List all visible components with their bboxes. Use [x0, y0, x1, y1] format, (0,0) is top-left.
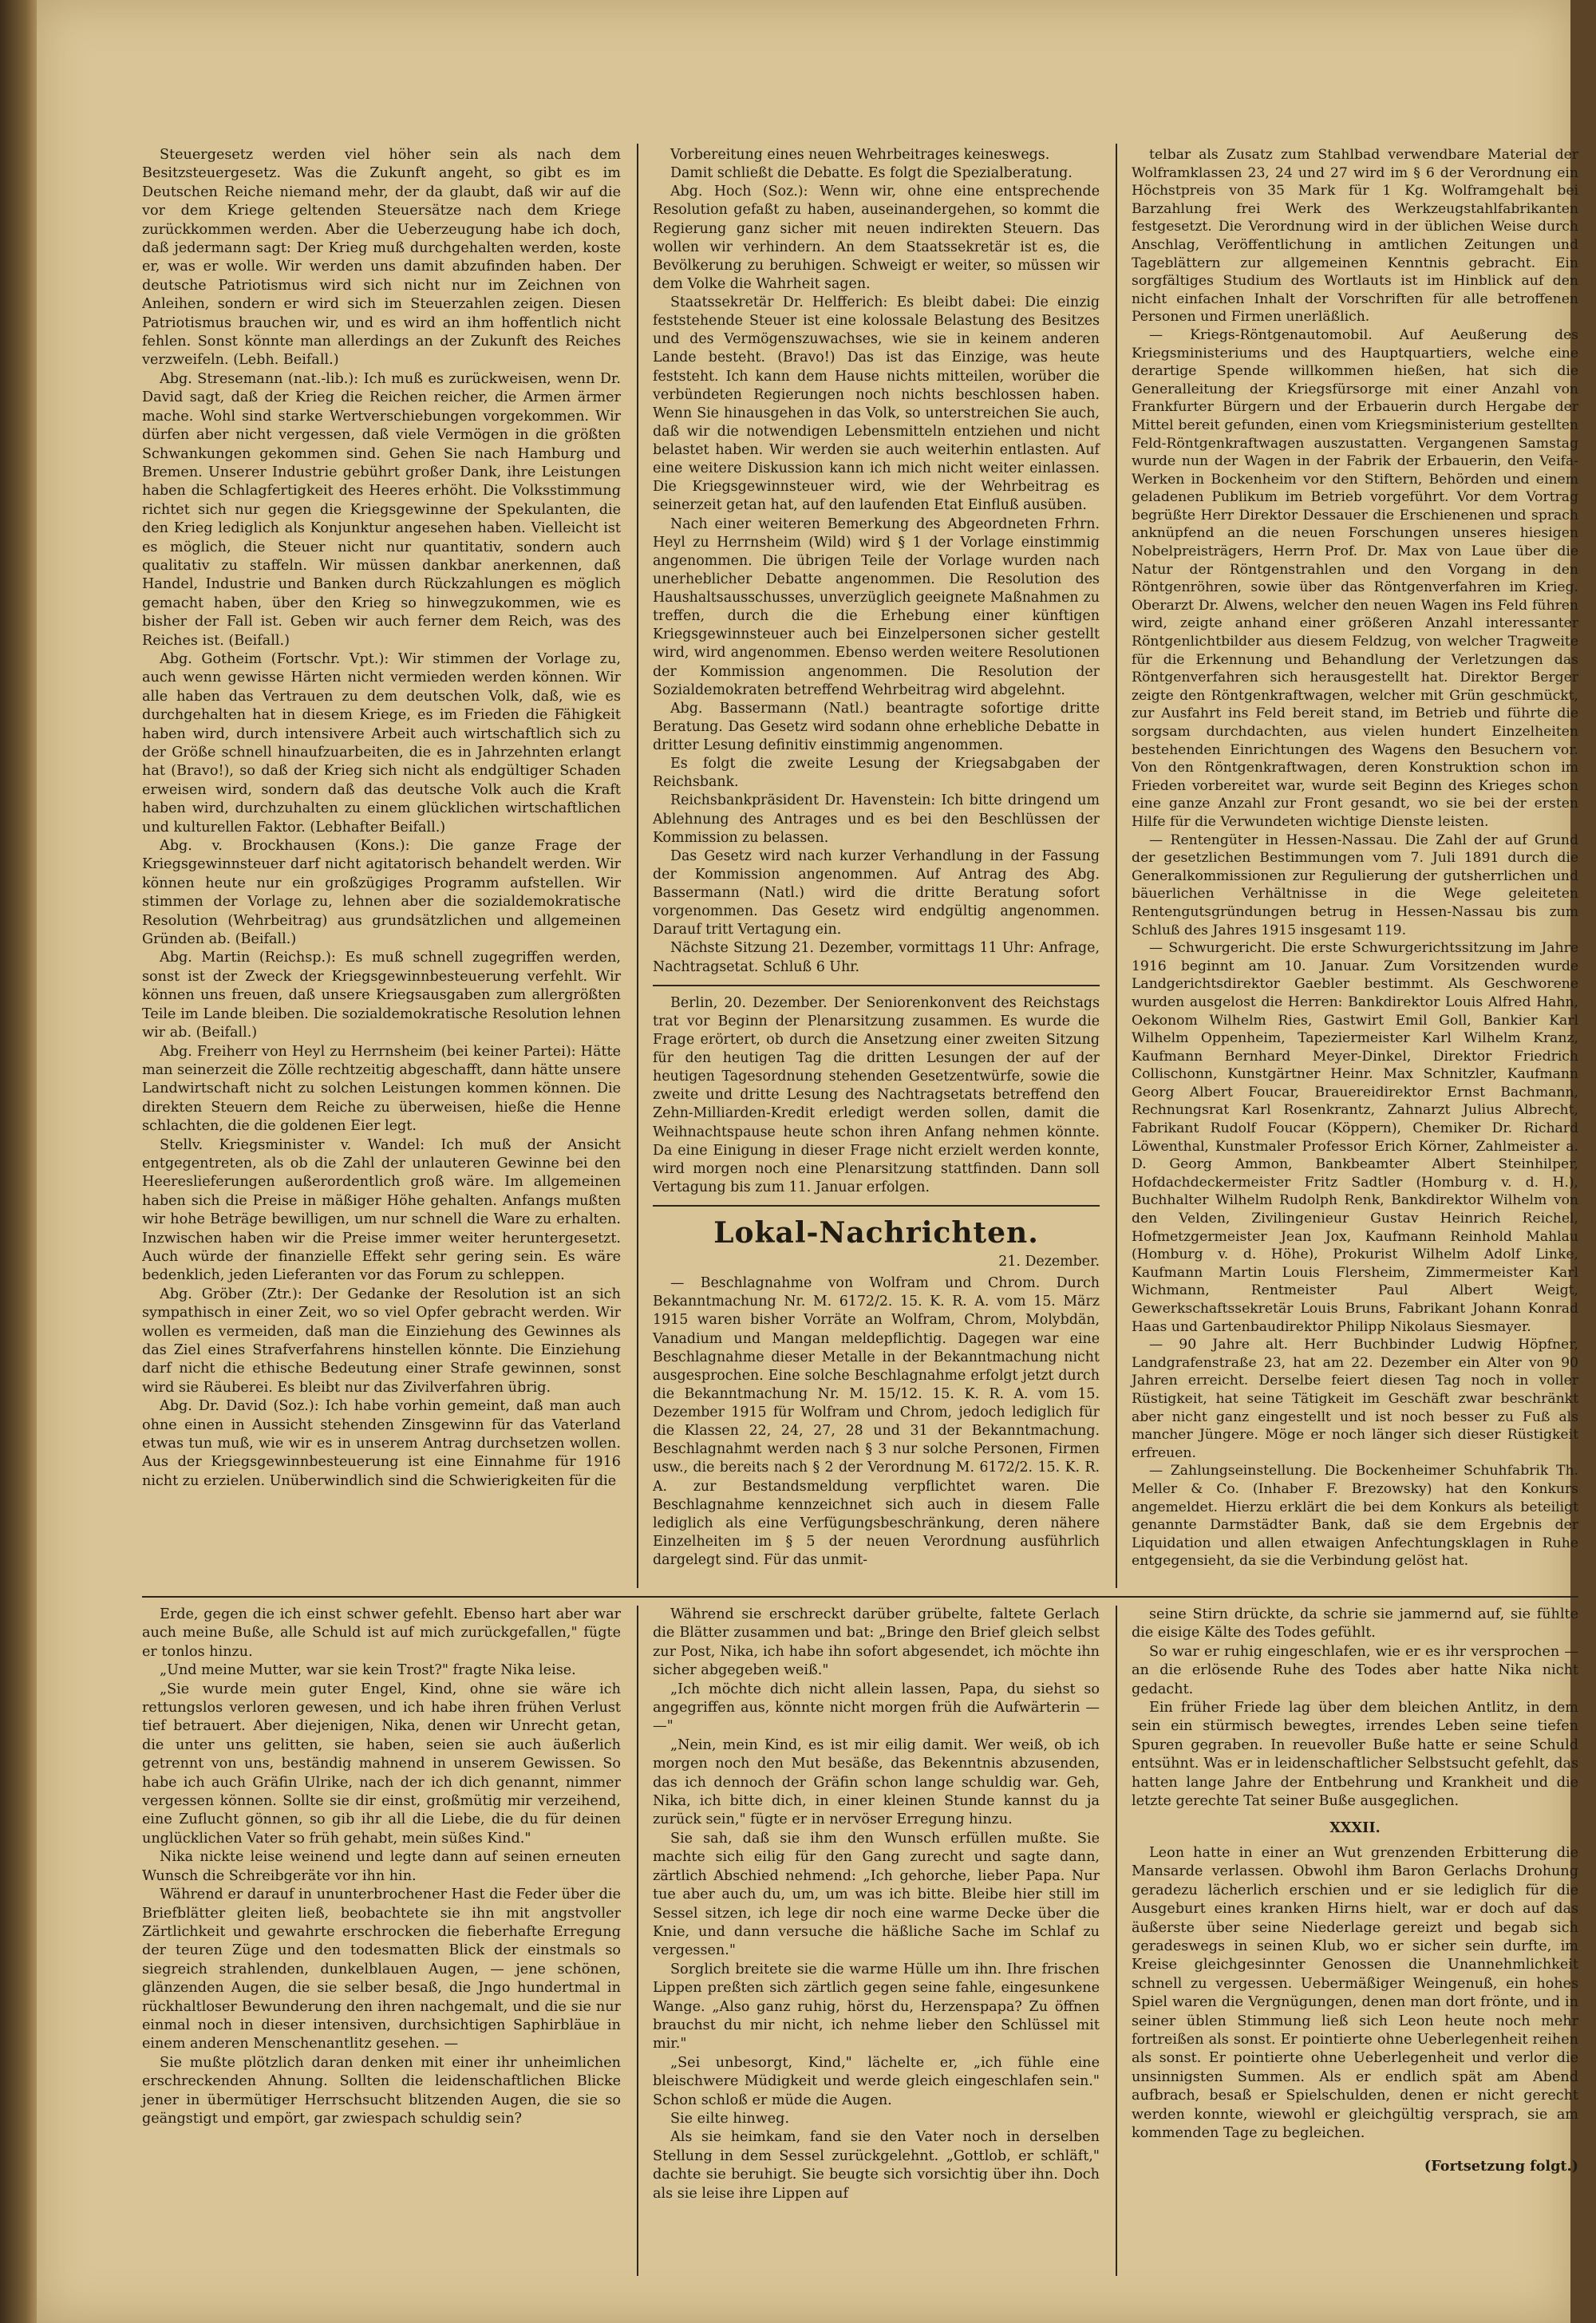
column-divider: [1116, 1606, 1117, 2276]
feuilleton-column-1: [142, 1606, 621, 2276]
article-paragraph: Abg. v. Brockhausen (Kons.): Die ganze Frage der Kriegsgewinnsteuer darf nicht agitatorisch behandelt werden. Wir können heute nur ein großzügiges Programm aufstellen. Wir stimmen der Vorlage zu, lehnen aber die sozialdemokratische Resolution (Wehrbeitrag) aus grundsätzlichen und allgemeinen Gründen ab. (Beifall.): [142, 838, 621, 948]
article-paragraph: Steuergesetz werden viel höher sein als nach dem Besitzsteuergesetz. Was die Zukunft angeht, so gibt es im Deutschen Reiche niemand mehr, der da glaubt, daß wir auf die vor dem Kriege geltenden Steuersätze nach dem Kriege zurückkommen werden. Aber die Ueberzeugung habe ich doch, daß jedermann sagt: Der Krieg muß durchgehalten werden, koste er, was er wolle. Wir werden uns damit abzufinden haben. Der deutsche Patriotismus wird sich nicht nur im Zeichnen von Anleihen, sondern er wird sich im Steuerzahlen zeigen. Diesen Patriotismus brauchen wir, und es wird an ihm hoffentlich nicht fehlen. Sonst könnte man allerdings an der Zukunft des Reiches verzweifeln. (Lebh. Beifall.): [142, 147, 621, 369]
column-divider: [1116, 144, 1117, 1588]
article-paragraph: Damit schließt die Debatte. Es folgt die Spezialberatung.: [670, 165, 1073, 182]
novel-paragraph: Sie sah, daß sie ihm den Wunsch erfüllen mußte. Sie machte sich eilig für den Gang zurecht und sagte dann, zärtlich Abschied nehmend: „Ich gehorche, lieber Papa. Nur tue aber auch du, um, um was ich bitte. Bleibe hier still im Sessel sitzen, ich lege dir noch eine warme Decke über die Knie, und dann versuche die häßliche Sache im Schlaf zu vergessen.": [653, 1830, 1100, 1959]
article-paragraph: Abg. Gotheim (Fortschr. Vpt.): Wir stimmen der Vorlage zu, auch wenn gewisse Härten nicht vermieden werden können. Wir alle haben das Vertrauen zu dem deutschen Volk, daß, wie es durchgehalten hat in diesem Kriege, es im Frieden die Fähigkeit haben wird, durch intensivere Arbeit auch wirtschaftlich sich zu der Größe schnell hinaufzuarbeiten, die es in Jahrzehnten erlangt hat (Bravo!), so daß der Krieg sich nicht als endgültiger Schaden erweisen wird, sondern daß das deutsche Volk auch die Kraft haben wird, durchzuhalten zu einem glücklichen wirtschaftlichen und kulturellen Faktor. (Lebhafter Beifall.): [142, 650, 621, 836]
article-paragraph: Nächste Sitzung 21. Dezember, vormittags 11 Uhr: Anfrage, Nachtragsetat. Schluß 6 Uhr.: [653, 940, 1100, 975]
novel-paragraph: „Nein, mein Kind, es ist mir eilig damit. Wer weiß, ob ich morgen noch den Mut besäße, das Bekenntnis abzusenden, das ich dennoch der Gräfin schon lange schuldig war. Geh, Nika, ich bitte dich, in einer kleinen Stunde kannst du ja zurück sein," fügte er in nervöser Erregung hinzu.: [653, 1736, 1100, 1828]
feuilleton-column-3: [1132, 1606, 1578, 2276]
column-2: [653, 146, 1100, 1582]
reichstag-report: [653, 146, 1100, 977]
continuation-note: (Fortsetzung folgt.): [1424, 2158, 1578, 2175]
local-news-paragraph: — Rentengüter in Hessen-Nassau. Die Zahl der auf Grund der gesetzlichen Bestimmungen vom 7. Juli 1891 durch die Generalkommissionen zur Regulierung der gutsherrlichen und bäuerlichen Verhältnisse in die Wege geleiteten Rentengutsgründungen betrug in Hessen-Nassau bis zum Schluß des Jahres 1915 insgesamt 119.: [1132, 832, 1578, 938]
novel-paragraph: seine Stirn drückte, da schrie sie jammernd auf, sie fühlte die eisige Kälte des Todes gefühlt.: [1132, 1606, 1578, 1642]
article-paragraph: Abg. Dr. David (Soz.): Ich habe vorhin gemeint, daß man auch ohne einen in Aussicht stehenden Zinsgewinn für das Vaterland etwas tun muß, wie wir es in unserem Antrag durchsetzen wollen. Aus der Kriegsgewinnbesteuerung ist eine Einnahme für 1916 nicht zu erzielen. Unüberwindlich sind die Schwierigkeiten für die: [142, 1398, 621, 1489]
column-1: [142, 146, 621, 1582]
novel-paragraph: So war er ruhig eingeschlafen, wie er es ihr versprochen — an die erlösende Ruhe des Todes aber hatte Nika nicht gedacht.: [1132, 1643, 1578, 1697]
feuilleton-column-2: [653, 1606, 1100, 2276]
novel-paragraph: Sie mußte plötzlich daran denken mit einer ihr unheimlichen erschreckenden Ahnung. Sollten die leidenschaftlichen Blicke jener in übermütiger Herrschsucht blitzenden Augen, die sie so geängstigt und empört, gar zwiespach schuldig sein?: [142, 2054, 621, 2127]
lokal-date: 21. Dezember.: [998, 1254, 1100, 1270]
novel-paragraph: Als sie heimkam, fand sie den Vater noch in derselben Stellung in dem Sessel zurückgelehnt. „Gottlob, er schläft," dachte sie beruhigt. Sie beugte sich vorsichtig über ihn. Doch als sie leise ihre Lippen auf: [653, 2129, 1100, 2202]
article-paragraph: Nach einer weiteren Bemerkung des Abgeordneten Frhrn. Heyl zu Herrnsheim (Wild) wird § 1 der Vorlage einstimmig angenommen. Die übrigen Teile der Vorlage wurden nach unerheblicher Debatte angenommen. Die Resolution des Haushaltsausschusses, unverzüglich geeignete Maßnahmen zu treffen, durch die die Erhebung einer künftigen Kriegsgewinnsteuer auch bei Einzelpersonen sicher gestellt wird, wird angenommen. Ebenso werden weitere Resolutionen der Kommission angenommen. Die Resolution der Sozialdemokraten betreffend Wehrbeitrag wird abgelehnt.: [653, 516, 1100, 698]
article-paragraph: Staatssekretär Dr. Helfferich: Es bleibt dabei: Die einzig feststehende Steuer ist eine kolossale Belastung des Besitzes und des Vermögenszuwachses, wie sie in keinem anderen Lande besteht. (Bravo!) Das ist das Einzige, was heute feststeht. Ich kann dem Hause nichts mitteilen, worüber die verbündeten Regierungen noch nichts beschlossen haben. Wenn Sie hinausgehen in das Volk, so unterstreichen Sie auch, daß wir die notwendigen Lebensmitteln entziehen und nicht belastet haben. Wir werden sie auch weiterhin entlasten. Auf eine weitere Diskussion kann ich mich nicht weiter einlassen. Die Kriegsgewinnsteuer wird, wie der Wehrbeitrag es seinerzeit getan hat, auf den laufenden Etat Einfluß ausüben.: [653, 294, 1100, 514]
book-spine: [0, 0, 37, 2323]
novel-paragraph: „Ich möchte dich nicht allein lassen, Papa, du siehst so angegriffen aus, könnte nicht morgen früh die Aufwärterin — —": [653, 1681, 1100, 1735]
local-news-paragraph: telbar als Zusatz zum Stahlbad verwendbare Material der Wolframklassen 23, 24 und 27 wird im § 6 der Verordnung ein Höchstpreis von 35 Mark für 1 Kg. Wolframgehalt bei Barzahlung frei Werk des Werkzeugstahlfabrikanten festgesetzt. Die Verordnung wird in der üblichen Weise durch Anschlag, Veröffentlichung in amtlichen Zeitungen und Tageblättern zur allgemeinen Kenntnis gebracht. Ein sorgfältiges Studium des Wortlauts ist im Hinblick auf den nicht einfachen Inhalt der Vorschriften für alle betroffenen Personen und Firmen unerläßlich.: [1132, 147, 1578, 326]
article-paragraph: Vorbereitung eines neuen Wehrbeitrages keineswegs.: [670, 147, 1050, 163]
article-paragraph: Das Gesetz wird nach kurzer Verhandlung in der Fassung der Kommission angenommen. Auf Antrag des Abg. Bassermann (Natl.) wird die dritte Beratung sofort vorgenommen. Das Gesetz wird endgültig angenommen. Darauf tritt Vertagung ein.: [653, 847, 1100, 938]
feuilleton-separator: [142, 1596, 1578, 1598]
novel-paragraph: „Sie wurde mein guter Engel, Kind, ohne sie wäre ich rettungslos verloren gewesen, und ich habe ihren frühen Verlust tief betrauert. Aber diejenigen, Nika, denen wir Unrecht getan, die unter uns gelitten, sie haben, seien sie auch äußerlich getrennt von uns, beständig mahnend in unserem Gewissen. So habe ich auch Gräfin Ulrike, nach der ich dich genannt, nimmer vergessen können. Sollte sie dir einst, großmütig mir verzeihend, eine Zuflucht gönnen, so gib ihr all die Liebe, die du für deinen unglücklichen Vater so früh gehabt, mein süßes Kind.": [142, 1681, 621, 1847]
article-paragraph: Abg. Bassermann (Natl.) beantragte sofortige dritte Beratung. Das Gesetz wird sodann ohne erhebliche Debatte in dritter Lesung definitiv einstimmig angenommen.: [653, 700, 1100, 753]
local-news-paragraph: — Kriegs-Röntgenautomobil. Auf Aeußerung des Kriegsministeriums und des Hauptquartiers, welche eine derartige Spende willkommen hießen, hat sich die Generalleitung der Kriegsfürsorge mit einer Anzahl von Frankfurter Bürgern und der Erbauerin durch Hergabe der Mittel bereit gefunden, einen vom Kriegsministerium gestellten Feld-Röntgenkraftwagen auszustatten. Vergangenen Samstag wurde nun der Wagen in der Fabrik der Erbauerin, den Veifa-Werken in Bockenheim vor den Stiftern, Behörden und einem geladenen Publikum im Betrieb vorgeführt. Vor dem Vortrag begrüßte Herr Direktor Dessauer die Erschienenen und sprach anknüpfend an die neuen Forschungen unseres hiesigen Nobelpreisträgers, Herrn Prof. Dr. Max von Laue über die Natur der Röntgenstrahlen und den Vorgang in den Röntgenröhren, sowie über das Röntgenverfahren im Krieg. Oberarzt Dr. Alwens, welcher den neuen Wagen ins Feld führen wird, zeigte anhand einer größeren Anzahl interessanter Röntgenlichtbilder aus diesem Feldzug, von welcher Tragweite für die Erkennung und Behandlung der Verletzungen das Röntgenverfahren sich herausgestellt hat. Direktor Berger zeigte den Röntgenkraftwagen, welcher mit Grün geschmückt, zur Ausfahrt ins Feld bereit stand, im Betrieb und führte die sorgsam durchdachten, aus vielen hundert Einzelheiten bestehenden Einrichtungen des Wagens den Besuchern vor. Von den Röntgenkraftwagen, deren Konstruktion schon im Frieden vorbereitet war, wurde seit Beginn des Krieges schon eine ganze Anzahl zur Front gesandt, wo sie bei der ersten Hilfe für die Verwundeten wichtige Dienste leisten.: [1132, 326, 1578, 830]
separator: [653, 1205, 1100, 1207]
novel-paragraph: Leon hatte in einer an Wut grenzenden Erbitterung die Mansarde verlassen. Obwohl ihm Baron Gerlachs Drohung geradezu lächerlich erschien und er sie lediglich für die Ausgeburt eines kranken Hirns hielt, war er doch auf das äußerste über seine Niederlage gereizt und begab sich geradeswegs in seinen Klub, wo er sicher sein durfte, im Kreise gleichgesinnter Genossen die Unannehmlichkeit schnell zu vergessen. Uebermäßiger Weingenuß, ein hohes Spiel waren die Vergnügungen, denen man dort frönte, und in seiner üblen Stimmung ließ sich Leon heute noch mehr fortreißen als sonst. Er pointierte ohne Ueberlegenheit reihen als sonst. Er pointierte ohne Ueberlegenheit und verlor die unsinnigsten Summen. Als er endlich spät am Abend aufbrach, besaß er Spielschulden, denen er nicht gerecht werden konnte, wiewohl er gleichgültig versprach, sie am kommenden Tage zu begleichen.: [1132, 1844, 1578, 2141]
novel-paragraph: Sie eilte hinweg.: [670, 2110, 790, 2127]
novel-paragraph: Sorglich breitete sie die warme Hülle um ihn. Ihre frischen Lippen preßten sich zärtlich gegen seine fahle, eingesunkene Wange. „Also ganz ruhig, hörst du, Herzenspapa? Zu öffnen brauchst du mir nicht, ich nehme lieber den Schlüssel mit mir.": [653, 1961, 1100, 2052]
article-paragraph: Es folgt die zweite Lesung der Kriegsabgaben der Reichsbank.: [653, 756, 1100, 791]
article-paragraph: Reichsbankpräsident Dr. Havenstein: Ich bitte dringend um Ablehnung des Antrages und es bei den Beschlüssen der Kommission zu belassen.: [653, 792, 1100, 846]
lokal-text: — Beschlagnahme von Wolfram und Chrom. Durch Bekanntmachung Nr. M. 6172/2. 15. K. R. A. vom 15. März 1915 waren bisher Vorräte an Wolfram, Chrom, Molybdän, Vanadium und Mangan meldepflichtig. Dagegen war eine Beschlagnahme dieser Metalle in der Bekanntmachung nicht ausgesprochen. Eine solche Beschlagnahme erfolgt jetzt durch die Bekanntmachung Nr. M. 15/12. 15. K. R. A. vom 15. Dezember 1915 für Wolfram und Chrom, jedoch lediglich für die Klassen 22, 24, 27, 28 und 31 der Bekanntmachung. Beschlagnahmt werden nach § 3 nur solche Personen, Firmen usw., die bereits nach § 2 der Verordnung M. 6172/2. 15. K. R. A. zur Bestandsmeldung verpflichtet waren. Die Beschlagnahme kennzeichnet sich auch in diesem Falle lediglich als eine Verfügungsbeschränkung, deren nähere Einzelheiten im § 5 der neuen Verordnung ausführlich dargelegt sind. Für das unmit-: [653, 1275, 1100, 1568]
article-paragraph: Stellv. Kriegsminister v. Wandel: Ich muß der Ansicht entgegentreten, als ob die Zahl der unlauteren Gewinne bei den Heereslieferungen außerordentlich groß wäre. Im allgemeinen haben sich die Preise in mäßiger Höhe gehalten. Anfangs mußten wir hohe Beträge bewilligen, um nur schnell die Ware zu erhalten. Inzwischen haben wir die Preise immer weiter heruntergesetzt. Auch würde der finanzielle Effekt sehr gering sein. Es wäre bedenklich, jeden Lieferanten vor das Forum zu schleppen.: [142, 1136, 621, 1284]
novel-paragraph: Während sie erschreckt darüber grübelte, faltete Gerlach die Blätter zusammen und bat: „Bringe den Brief gleich selbst zur Post, Nika, ich habe ihn sofort abgesendet, ich möchte ihn sicher abgegeben weiß.": [653, 1606, 1100, 1679]
article-paragraph: Abg. Stresemann (nat.-lib.): Ich muß es zurückweisen, wenn Dr. David sagt, daß der Krieg die Reichen reicher, die Armen ärmer mache. Wohl sind starke Wertverschiebungen vorgekommen. Wir dürfen aber nicht vergessen, daß viele Vermögen in die größten Schwankungen gekommen sind. Gehen Sie nach Hamburg und Bremen. Unserer Industrie gebührt großer Dank, ihre Leistungen haben die Schlagfertigkeit des Heeres erhöht. Die Volksstimmung richtet sich nur gegen die Kriegsgewinne der Spekulanten, die den Krieg lediglich als Konjunktur angesehen haben. Vielleicht ist es möglich, die Steuer nicht nur quantitativ, sondern auch qualitativ zu staffeln. Wir müssen dankbar anerkennen, daß Handel, Industrie und Banken durch Rückzahlungen es möglich gemacht haben, über den Krieg so hinwegzukommen, wie es bisher der Fall ist. Geben wir auch ferner dem Reich, was des Reiches ist. (Beifall.): [142, 370, 621, 649]
column-divider: [637, 144, 638, 1588]
separator: [653, 985, 1100, 986]
local-news-paragraph: — Schwurgericht. Die erste Schwurgerichtssitzung im Jahre 1916 beginnt am 10. Januar. Zum Vorsitzenden wurde Landgerichtsdirektor Gaebler bestimmt. Als Geschworene wurden ausgelost die Herren: Bankdirektor Louis Alfred Hahn, Oekonom Wilhelm Ries, Gastwirt Emil Goll, Bankier Karl Wilhelm Oppenheim, Tapeziermeister Karl Wilhelm Kranz, Kaufmann Bernhard Meyer-Dinkel, Direktor Friedrich Collischonn, Kunstgärtner Heinr. Max Schnitzler, Kaufmann Georg Albert Foucar, Brauereidirektor Ernst Bachmann, Rechnungsrat Karl Rosenkrantz, Zahnarzt Julius Albrecht, Fabrikant Rudolf Foucar (Köppern), Chemiker Dr. Richard Löwenthal, Kunstmaler Professor Erich Körner, Zahlmeister a. D. Georg Ammon, Bankbeamter Albert Steinhilper, Hofdachdeckermeister Fritz Sadtler (Homburg v. d. H.), Buchhalter Wilhelm Rudolph Renk, Bankdirektor Wilhelm von den Velden, Zivilingenieur Gustav Heinrich Reichel, Hofmetzgermeister Jean Jox, Kaufmann Reinhold Mahlau (Homburg v. d. Höhe), Prokurist Wilhelm Adolf Linke, Kaufmann Martin Louis Flersheim, Zimmermeister Karl Wichmann, Rentmeister Paul Albert Weigt, Gewerkschaftssekretär Louis Bruns, Fabrikant Johann Konrad Haas und Gartenbaudirektor Philipp Nikolaus Siesmayer.: [1132, 940, 1578, 1335]
local-news-paragraph: — Zahlungseinstellung. Die Bockenheimer Schuhfabrik Th. Meller & Co. (Inhaber F. Brezowsky) hat den Konkurs angemeldet. Hierzu erklärt die bei dem Konkurs als beteiligt genannte Darmstädter Bank, daß sie dem Ergebnis der Liquidation und allen etwaigen Anfechtungsklagen in Ruhe entgegensieht, da sie die Verbindung gelöst hat.: [1132, 1463, 1578, 1570]
novel-paragraph: Während er darauf in ununterbrochener Hast die Feder über die Briefblätter gleiten ließ, beobachtete sie ihn mit angstvoller Zärtlichkeit und gewahrte erschrocken die fieberhafte Erregung der teuren Züge und den todesmatten Blick der einstmals so siegreich strahlenden, dunkelblauen Augen, — jene schönen, glänzenden Augen, die sie selber besaß, die Jngo hundertmal in rückhaltloser Bewunderung den ihren nachgemalt, und die sie nur einmal noch in dieser intensiven, durchsichtigen Saphirbläue in einem anderen Menschenantlitz gesehen. —: [142, 1886, 621, 2052]
article-paragraph: Abg. Freiherr von Heyl zu Herrnsheim (bei keiner Partei): Hätte man seinerzeit die Zölle rechtzeitig abgeschafft, dann hätte unsere Landwirtschaft nicht zu solchen Leistungen kommen können. Die direkten Steuern dem Reiche zu überweisen, hieße die Henne schlachten, die die goldenen Eier legt.: [142, 1043, 621, 1135]
novel-paragraph: „Sei unbesorgt, Kind," lächelte er, „ich fühle eine bleischwere Müdigkeit und werde gleich eingeschlafen sein." Schon schloß er müde die Augen.: [653, 2054, 1100, 2108]
novel-paragraph: „Und meine Mutter, war sie kein Trost?" fragte Nika leise.: [160, 1662, 576, 1679]
column-divider: [637, 1606, 638, 2276]
berlin-report: Berlin, 20. Dezember. Der Seniorenkonvent des Reichstags trat vor Beginn der Plenarsitzung zusammen. Es wurde die Frage erörtert, ob durch die Ansetzung einer zweiten Sitzung für den heutigen Tag die dritten Lesungen der auf der heutigen Tagesordnung stehenden Gesetzentwürfe, sowie die zweite und dritte Lesung des Nachtragsetats betreffend den Zehn-Milliarden-Kredit erledigt werden sollen, damit die Weihnachtspause heute schon ihren Anfang nehmen könnte. Da eine Einigung in dieser Frage nicht erzielt werden konnte, wird morgen noch eine Plenarsitzung stattfinden. Dann soll Vertagung bis zum 11. Januar erfolgen.: [653, 994, 1100, 1195]
chapter-number: XXXII.: [1329, 1819, 1381, 1837]
article-paragraph: Abg. Hoch (Soz.): Wenn wir, ohne eine entsprechende Resolution gefaßt zu haben, auseinandergehen, so kommt die Regierung ganz sicher mit neuen indirekten Steuern. Das wollen wir verhindern. An dem Staatssekretär ist es, die Bevölkerung zu beruhigen. Schweigt er weiter, so müssen wir dem Volke die Wahrheit sagen.: [653, 184, 1100, 292]
article-paragraph: Abg. Gröber (Ztr.): Der Gedanke der Resolution ist an sich sympathisch in einer Zeit, wo so viel Opfer gebracht werden. Wir wollen es vermeiden, daß man die Einziehung des Gewinnes als das Ziel eines Strafverfahrens hinstellen könnte. Die Einziehung darf nicht die ethische Bedeutung einer Strafe gewinnen, sonst wird sie Räuberei. Es bleibt nur das Zivilverfahren übrig.: [142, 1286, 621, 1396]
local-news-paragraph: — 90 Jahre alt. Herr Buchbinder Ludwig Höpfner, Landgrafenstraße 23, hat am 22. Dezember ein Alter von 90 Jahren erreicht. Derselbe feiert diesen Tag noch in voller Rüstigkeit, hat seine Tätigkeit im Geschäft zwar beschränkt aber nicht ganz eingestellt und ist noch besser zu Fuß als mancher Jüngere. Möge er noch länger sich dieser Rüstigkeit erfreuen.: [1132, 1337, 1578, 1461]
novel-paragraph: Ein früher Friede lag über dem bleichen Antlitz, in dem sein ein stürmisch bewegtes, irrendes Leben seine tiefen Spuren gegraben. In reuevoller Buße hatte er seine Schuld entsühnt. Was er in leidenschaftlicher Selbstsucht gefehlt, das hatten lange Jahre der Entbehrung und Krankheit und die letzte gerechte Tat seiner Buße ausgeglichen.: [1132, 1700, 1578, 1810]
novel-paragraph: Erde, gegen die ich einst schwer gefehlt. Ebenso hart aber war auch meine Buße, alle Schuld ist auf mich zurückgefallen," fügte er tonlos hinzu.: [142, 1606, 621, 1660]
newspaper-page: [37, 0, 1578, 2323]
lokal-heading: Lokal-Nachrichten.: [713, 1216, 1039, 1250]
novel-paragraph: Nika nickte leise weinend und legte dann auf seinen erneuten Wunsch die Schreibgeräte vor ihn hin.: [142, 1849, 621, 1884]
column-3: [1132, 146, 1578, 1582]
article-paragraph: Abg. Martin (Reichsp.): Es muß schnell zugegriffen werden, sonst ist der Zweck der Kriegsgewinnbesteuerung verfehlt. Wir können uns freuen, daß unsere Kriegsausgaben zum allergrößten Teile im Lande bleiben. Die sozialdemokratische Resolution lehnen wir ab. (Beifall.): [142, 950, 621, 1041]
